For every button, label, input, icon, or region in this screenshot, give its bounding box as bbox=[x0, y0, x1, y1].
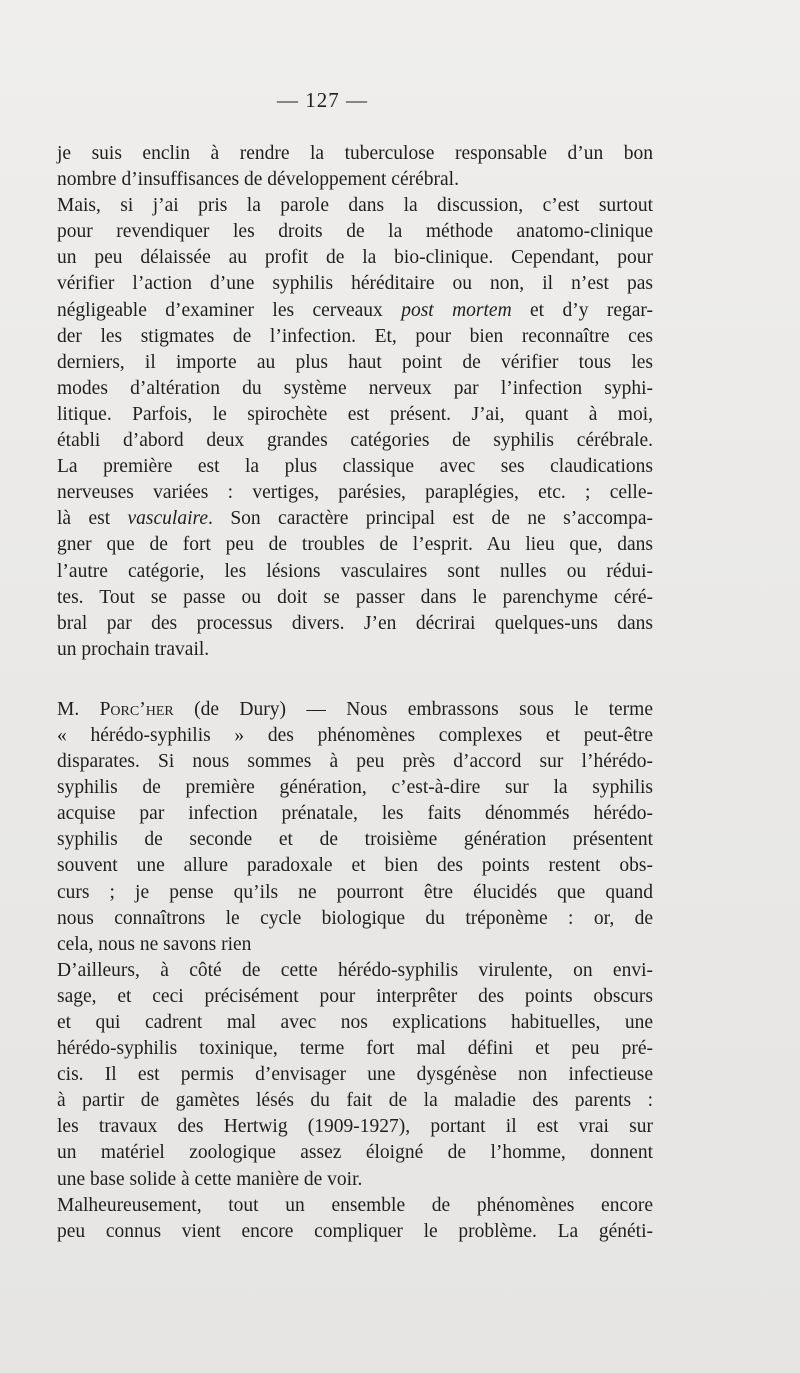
text-line: sage, et ceci précisément pour interprêter des points obscurs bbox=[57, 985, 653, 1007]
speaker-name: M. Porc’her bbox=[57, 698, 174, 720]
paragraph bbox=[57, 193, 653, 663]
text-line: tes. Tout se passe ou doit se passer dans le parenchyme céré- bbox=[57, 586, 653, 608]
italic-term: post mortem bbox=[401, 299, 512, 321]
text-line: pour revendiquer les droits de la méthode anatomo-clinique bbox=[57, 221, 653, 243]
text-line: derniers, il importe au plus haut point de vérifier tous les bbox=[57, 351, 653, 373]
text-line: bral par des processus divers. J’en décrirai quelques-uns dans bbox=[57, 612, 653, 634]
text-line: curs ; je pense qu’ils ne pourront être élucidés que quand bbox=[57, 881, 653, 903]
text-line: nous connaîtrons le cycle biologique du tréponème : or, de bbox=[57, 907, 653, 929]
text-line: peu connus vient encore compliquer le problème. La généti- bbox=[57, 1220, 653, 1242]
text-line: litique. Parfois, le spirochète est présent. J’ai, quant à moi, bbox=[57, 403, 653, 425]
paragraph bbox=[57, 697, 653, 958]
text-line: syphilis de seconde et de troisième génération présentent bbox=[57, 829, 653, 851]
text-line: les travaux des Hertwig (1909-1927), portant il est vrai sur bbox=[57, 1116, 653, 1138]
text-line: der les stigmates de l’infection. Et, pour bien reconnaître ces bbox=[57, 325, 653, 347]
text-line: une base solide à cette manière de voir. bbox=[57, 1168, 363, 1190]
text-line: « hérédo-syphilis » des phénomènes complexes et peut-être bbox=[57, 724, 653, 746]
text-line: Mais, si j’ai pris la parole dans la discussion, c’est surtout bbox=[57, 195, 653, 217]
text-line: gner que de fort peu de troubles de l’esprit. Au lieu que, dans bbox=[57, 534, 653, 556]
text-line: cis. Il est permis d’envisager une dysgénèse non infectieuse bbox=[57, 1064, 653, 1086]
paragraph bbox=[57, 958, 653, 1193]
text-line: un peu délaissée au profit de la bio-clinique. Cependant, pour bbox=[57, 247, 653, 269]
paragraph bbox=[57, 141, 653, 193]
text-line: un matériel zoologique assez éloigné de l’homme, donnent bbox=[57, 1142, 653, 1164]
italic-term: vasculaire bbox=[127, 508, 209, 530]
text-line: un prochain travail. bbox=[57, 638, 210, 660]
text-line: vérifier l’action d’une syphilis héréditaire ou non, il n’est pas bbox=[57, 273, 653, 295]
text-line: cela, nous ne savons rien bbox=[57, 933, 252, 955]
text-line: à partir de gamètes lésés du fait de la maladie des parents : bbox=[57, 1090, 653, 1112]
text-line: La première est la plus classique avec ses claudications bbox=[57, 456, 653, 478]
text-line italic-line: négligeable d’examiner les cerveaux post mortem et d’y regar- bbox=[57, 299, 653, 321]
text-line: et qui cadrent mal avec nos explications habituelles, une bbox=[57, 1012, 653, 1033]
text-line: syphilis de première génération, c’est-à-dire sur la syphilis bbox=[57, 777, 653, 799]
text-line: disparates. Si nous sommes à peu près d’accord sur l’hérédo- bbox=[57, 751, 653, 773]
text-line: établi d’abord deux grandes catégories de syphilis cérébrale. bbox=[57, 430, 653, 452]
text-line: hérédo-syphilis toxinique, terme fort mal défini et peu pré- bbox=[57, 1038, 653, 1060]
text-line: nerveuses variées : vertiges, parésies, paraplégies, etc. ; celle- bbox=[57, 482, 653, 504]
text-line: Malheureusement, tout un ensemble de phénomènes encore bbox=[57, 1194, 653, 1216]
paragraph-gap bbox=[57, 663, 653, 697]
text-line italic-line: là est vasculaire. Son caractère principal est de ne s’accompa- bbox=[57, 508, 654, 530]
paragraph bbox=[57, 1193, 653, 1245]
text-line: nombre d’insuffisances de développement cérébral. bbox=[57, 169, 459, 191]
text-line: D’ailleurs, à côté de cette hérédo-syphilis virulente, on envi- bbox=[57, 959, 653, 981]
text-line: l’autre catégorie, les lésions vasculaires sont nulles ou rédui- bbox=[57, 560, 653, 582]
text-line: je suis enclin à rendre la tuberculose responsable d’un bon bbox=[57, 143, 653, 164]
page-number: — 127 — bbox=[277, 88, 368, 112]
body-text bbox=[57, 141, 653, 1245]
text-line speaker-line: M. Porc’her (de Dury) — Nous embrassons sous le terme bbox=[57, 698, 653, 720]
text-line: modes d’altération du système nerveux par l’infection syphi- bbox=[57, 377, 653, 399]
text-line: souvent une allure paradoxale et bien des points restent obs- bbox=[57, 855, 653, 877]
text-line: acquise par infection prénatale, les faits dénommés hérédo- bbox=[57, 803, 653, 825]
